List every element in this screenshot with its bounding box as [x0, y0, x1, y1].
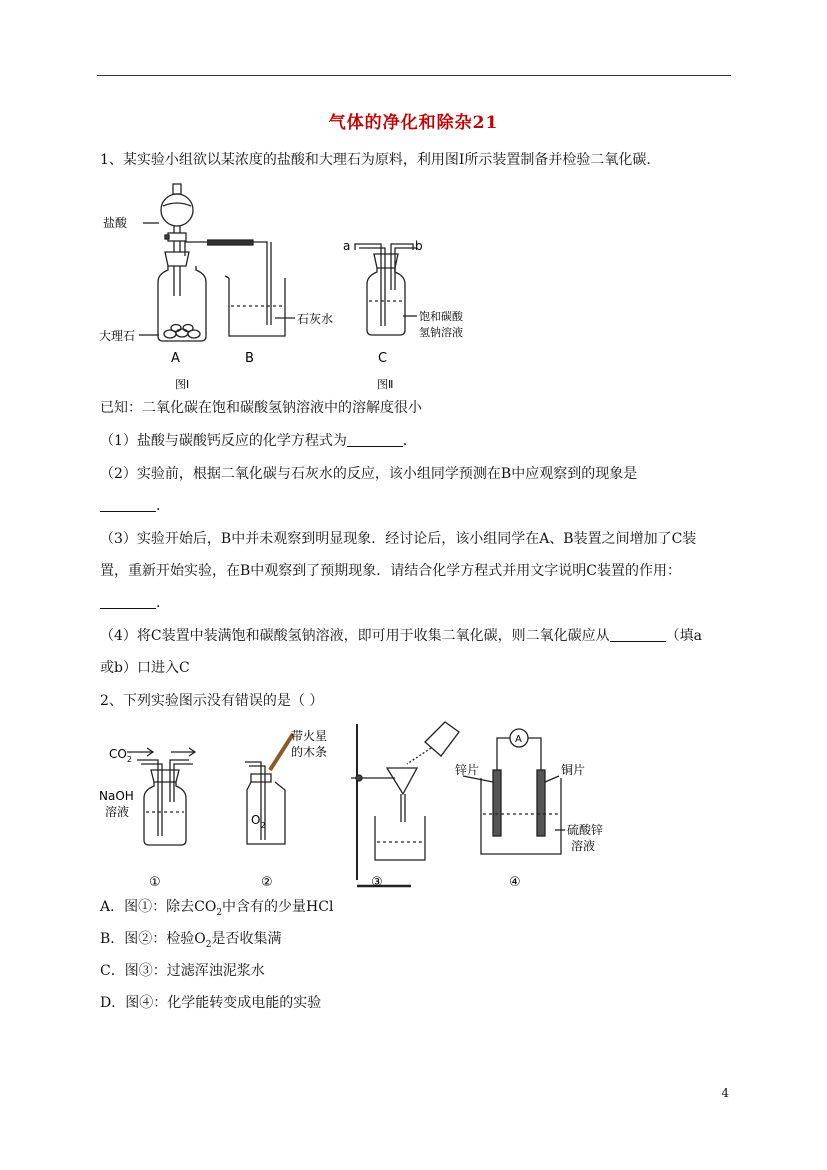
page-title: 气体的净化和除杂21: [328, 113, 499, 133]
label-nahco3-2: 氢钠溶液: [419, 326, 463, 339]
answer-blank[interactable]: [347, 432, 403, 447]
q1-part4-line1: （4）将C装置中装满饱和碳酸氢钠溶液，即可用于收集二氧化碳，则二氧化碳应从 （填a: [100, 628, 702, 644]
option-a[interactable]: A．图①：除去$CO_2$中含有的少量HCl: [100, 899, 334, 918]
label-zinc: 锌片: [455, 763, 480, 777]
q1-part3-answer: ．: [100, 593, 732, 613]
option-b[interactable]: B．图②：检验$O_2$是否收集满: [100, 931, 282, 950]
q1-part3-line2: 置，重新开始实验，在B中观察到了预期现象．请结合化学方程式并用文字说明C装置的作用：: [100, 563, 681, 579]
answer-blank[interactable]: [100, 497, 156, 512]
label-marble: 大理石: [99, 329, 136, 343]
q1-part2-answer: ．: [100, 496, 732, 516]
label-hcl: 盐酸: [103, 216, 128, 230]
label-limewater: 石灰水: [297, 312, 334, 326]
fig-num-2: ②: [261, 875, 273, 890]
label-a: a: [343, 239, 351, 253]
apparatus-C: C: [378, 351, 388, 366]
label-naoh-2: 溶液: [105, 805, 130, 819]
fig-num-1: ①: [149, 875, 161, 890]
label-splint-2: 的木条: [291, 745, 328, 759]
q1-part3-line1: （3）实验开始后，B中并未观察到明显现象．经讨论后，该小组同学在A、B装置之间增加了C装: [100, 531, 697, 547]
q1-part1: （1）盐酸与碳酸钙反应的化学方程式为 ．: [100, 433, 417, 449]
label-nahco3-1: 饱和碳酸: [419, 310, 463, 323]
label-naoh-1: NaOH: [99, 789, 134, 803]
page-number: 4: [721, 1086, 729, 1100]
label-o2: $O_2$: [251, 813, 266, 830]
q1-stem: 1、某实验小组欲以某浓度的盐酸和大理石为原料，利用图Ⅰ所示装置制备并检验二氧化碳．: [100, 152, 661, 168]
answer-blank[interactable]: [610, 627, 666, 642]
fig-num-3: ③: [371, 875, 383, 890]
apparatus-B: B: [245, 351, 254, 366]
apparatus-A: A: [171, 351, 180, 366]
answer-blank[interactable]: [100, 594, 156, 609]
label-znso4-1: 硫酸锌: [567, 823, 604, 837]
label-splint-1: 带火星: [291, 729, 328, 743]
option-d[interactable]: D．图④：化学能转变成电能的实验: [100, 995, 322, 1011]
option-c[interactable]: C．图③：过滤浑浊泥浆水: [100, 963, 265, 979]
q1-figure: [95, 178, 485, 396]
label-copper: 铜片: [561, 763, 586, 777]
q1-known: 已知：二氧化碳在饱和碳酸氢钠溶液中的溶解度很小: [100, 400, 422, 416]
label-b: b: [415, 239, 423, 253]
label-co2: $CO_2$: [109, 747, 132, 764]
header-rule: [97, 75, 731, 76]
funnel-bulb: [161, 194, 193, 226]
q1-part2: （2）实验前，根据二氧化碳与石灰水的反应，该小组同学预测在B中应观察到的现象是: [100, 466, 638, 482]
label-znso4-2: 溶液: [571, 839, 596, 853]
caption-fig1: 图Ⅰ: [175, 378, 190, 391]
q2-figure: [95, 718, 625, 893]
q1-part4-line2: 或b）口进入C: [100, 660, 190, 676]
fig-num-4: ④: [509, 875, 521, 890]
ammeter-label: A: [515, 734, 522, 745]
q2-stem: 2、下列实验图示没有错误的是（ ）: [100, 693, 324, 709]
caption-fig2: 图Ⅱ: [377, 378, 394, 391]
